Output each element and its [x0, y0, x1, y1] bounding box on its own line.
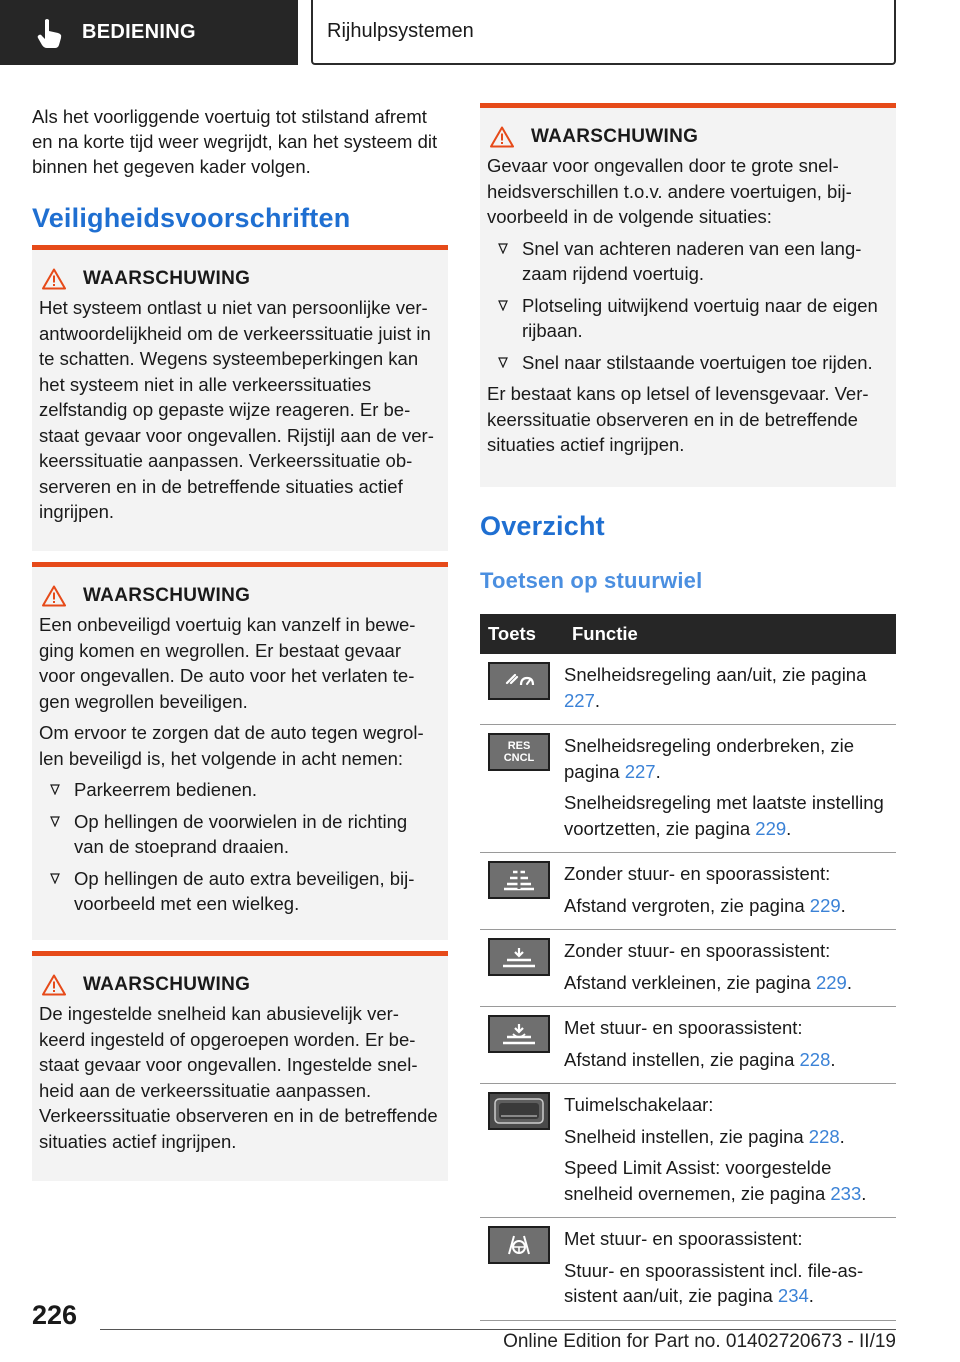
function-text: Tuimelschakelaar: [564, 1094, 714, 1115]
hand-pointer-icon [36, 18, 64, 48]
table-row [480, 853, 896, 930]
column-header-functie: Functie [564, 614, 896, 654]
function-text: Snelheid instellen, zie pagina 228. [564, 1125, 845, 1147]
page-link[interactable]: 229 [815, 971, 847, 993]
page-link[interactable]: 234 [777, 1285, 809, 1306]
warning-title: WAARSCHUWING [83, 585, 251, 606]
function-text: Snelheidsregeling onderbreken, zie pagina 227. [564, 735, 855, 782]
steering-lane-assist-icon [488, 1226, 550, 1264]
bullet-triangle-icon [498, 357, 508, 368]
warning-triangle-icon [42, 268, 66, 290]
bullet-triangle-icon [50, 873, 60, 884]
distance-decrease-icon [488, 938, 550, 976]
function-text: Met stuur- en spoorassistent: [564, 1017, 803, 1038]
page-link[interactable]: 228 [808, 1125, 840, 1147]
column-header-toets: Toets [480, 614, 564, 654]
page-link[interactable]: 227 [624, 760, 656, 782]
warning-title: WAARSCHUWING [83, 268, 251, 289]
list-item: Parkeerrem bedienen. [39, 777, 438, 803]
warning-triangle-icon [42, 585, 66, 607]
warning-text: Er bestaat kans op letsel of levensgevaar. Verkeerssituatie observeren en in de betreffende situaties actief ingrijpen. [487, 383, 869, 455]
list-item: Plotseling uitwijkend voertuig naar de eigen rijbaan. [487, 293, 886, 344]
table-row [480, 1218, 896, 1321]
function-text: Afstand vergroten, zie pagina 229. [564, 894, 846, 916]
rocker-switch-icon [488, 1092, 550, 1130]
list-item: Snel naar stilstaande voertuigen toe rijden. [487, 350, 886, 376]
warning-text: Een onbeveiligd voertuig kan vanzelf in beweging komen en wegrollen. Er bestaat gevaar voor ongevallen. De auto voor het verlaten tegen wegrollen beveiligen. [39, 614, 416, 712]
buttons-subheading: Toetsen op stuurwiel [480, 568, 703, 593]
page-number: 226 [32, 1300, 78, 1330]
distance-set-icon [488, 1015, 550, 1053]
chapter-tab [0, 0, 298, 65]
table-row [480, 725, 896, 853]
warning-triangle-icon [490, 126, 514, 148]
warning-box [480, 103, 896, 487]
warning-text: Het systeem ontlast u niet van persoonlijke verantwoordelijkheid om de verkeerssituatie juist in te schatten. Wegens systeembeperkingen kan het systeem niet in alle verkeerssituaties zelfstandig op gepaste wijze reageren. Er bestaat gevaar voor ongevallen. Rijstijl aan de verkeerssituatie aanpassen. Verkeerssituatie observeren en in de betreffende situaties actief ingrijpen. [39, 297, 434, 522]
function-text: Met stuur- en spoorassistent: [564, 1228, 803, 1249]
safety-heading: Veiligheidsvoorschriften [32, 203, 351, 233]
bullet-triangle-icon [50, 816, 60, 827]
bullet-triangle-icon [498, 243, 508, 254]
warning-text: Gevaar voor ongevallen door te grote snelheidsverschillen t.o.v. andere voertuigen, bijvoorbeeld in de volgende situaties: [487, 155, 852, 227]
table-row [480, 1084, 896, 1218]
bullet-list [487, 236, 886, 376]
function-text: Zonder stuur- en spoorassistent: [564, 863, 831, 884]
page-link[interactable]: 227 [564, 689, 595, 711]
warning-box [32, 951, 448, 1181]
table-row [480, 930, 896, 1007]
page-link[interactable]: 229 [755, 817, 787, 839]
intro-paragraph: Als het voorliggende voertuig tot stilstand afremt en na korte tijd weer wegrijdt, kan het systeem dit binnen het gegeven kader volgen. [32, 106, 438, 177]
warning-text: Om ervoor te zorgen dat de auto tegen wegrollen beveiligd is, het volgende in acht nemen: [39, 722, 424, 769]
table-row [480, 654, 896, 725]
table-row [480, 1007, 896, 1084]
list-item: Op hellingen de auto extra beveiligen, bijvoorbeeld met een wielkeg. [39, 866, 438, 917]
page-link[interactable]: 229 [809, 894, 841, 916]
function-text: Afstand instellen, zie pagina 228. [564, 1048, 836, 1070]
warning-triangle-icon [42, 974, 66, 996]
function-text: Speed Limit Assist: voorgestelde snelheid overnemen, zie pagina 233. [564, 1157, 867, 1204]
chapter-label: BEDIENING [82, 21, 196, 43]
section-title: Rijhulpsystemen [311, 0, 896, 65]
function-text: Stuur- en spoorassistent incl. file-assistent aan/uit, zie pagina 234. [564, 1259, 864, 1306]
table-header-row [480, 614, 896, 654]
cruise-control-icon [488, 662, 550, 700]
footer-divider [100, 1329, 896, 1330]
warning-title: WAARSCHUWING [531, 126, 699, 147]
warning-title: WAARSCHUWING [83, 974, 251, 995]
warning-text: De ingestelde snelheid kan abusievelijk verkeerd ingesteld of opgeroepen worden. Er bestaat gevaar voor ongevallen. Ingestelde snelheid aan de verkeerssituatie aanpassen. Verkeerssituatie observeren en in de betreffende situaties actief ingrijpen. [39, 1003, 438, 1152]
function-text: Snelheidsregeling met laatste instelling voortzetten, zie pagina 229. [564, 792, 884, 839]
function-text: Zonder stuur- en spoorassistent: [564, 940, 831, 961]
steering-buttons-table [480, 614, 896, 1321]
list-item: Snel van achteren naderen van een langzaam rijdend voertuig. [487, 236, 886, 287]
bullet-triangle-icon [498, 300, 508, 311]
list-item: Op hellingen de voorwielen in de richting van de stoeprand draaien. [39, 809, 438, 860]
bullet-triangle-icon [50, 784, 60, 795]
warning-box [32, 245, 448, 551]
warning-box [32, 562, 448, 940]
res-cncl-icon: RES CNCL [488, 733, 550, 771]
distance-increase-icon [488, 861, 550, 899]
function-text: Afstand verkleinen, zie pagina 229. [564, 971, 852, 993]
overview-heading: Overzicht [480, 511, 605, 541]
page-link[interactable]: 228 [799, 1048, 831, 1070]
edition-text: Online Edition for Part no. 01402720673 - II/19 [503, 1331, 896, 1352]
page-link[interactable]: 233 [830, 1182, 862, 1204]
bullet-list [39, 777, 438, 917]
function-text: Snelheidsregeling aan/uit, zie pagina 227. [564, 664, 867, 711]
